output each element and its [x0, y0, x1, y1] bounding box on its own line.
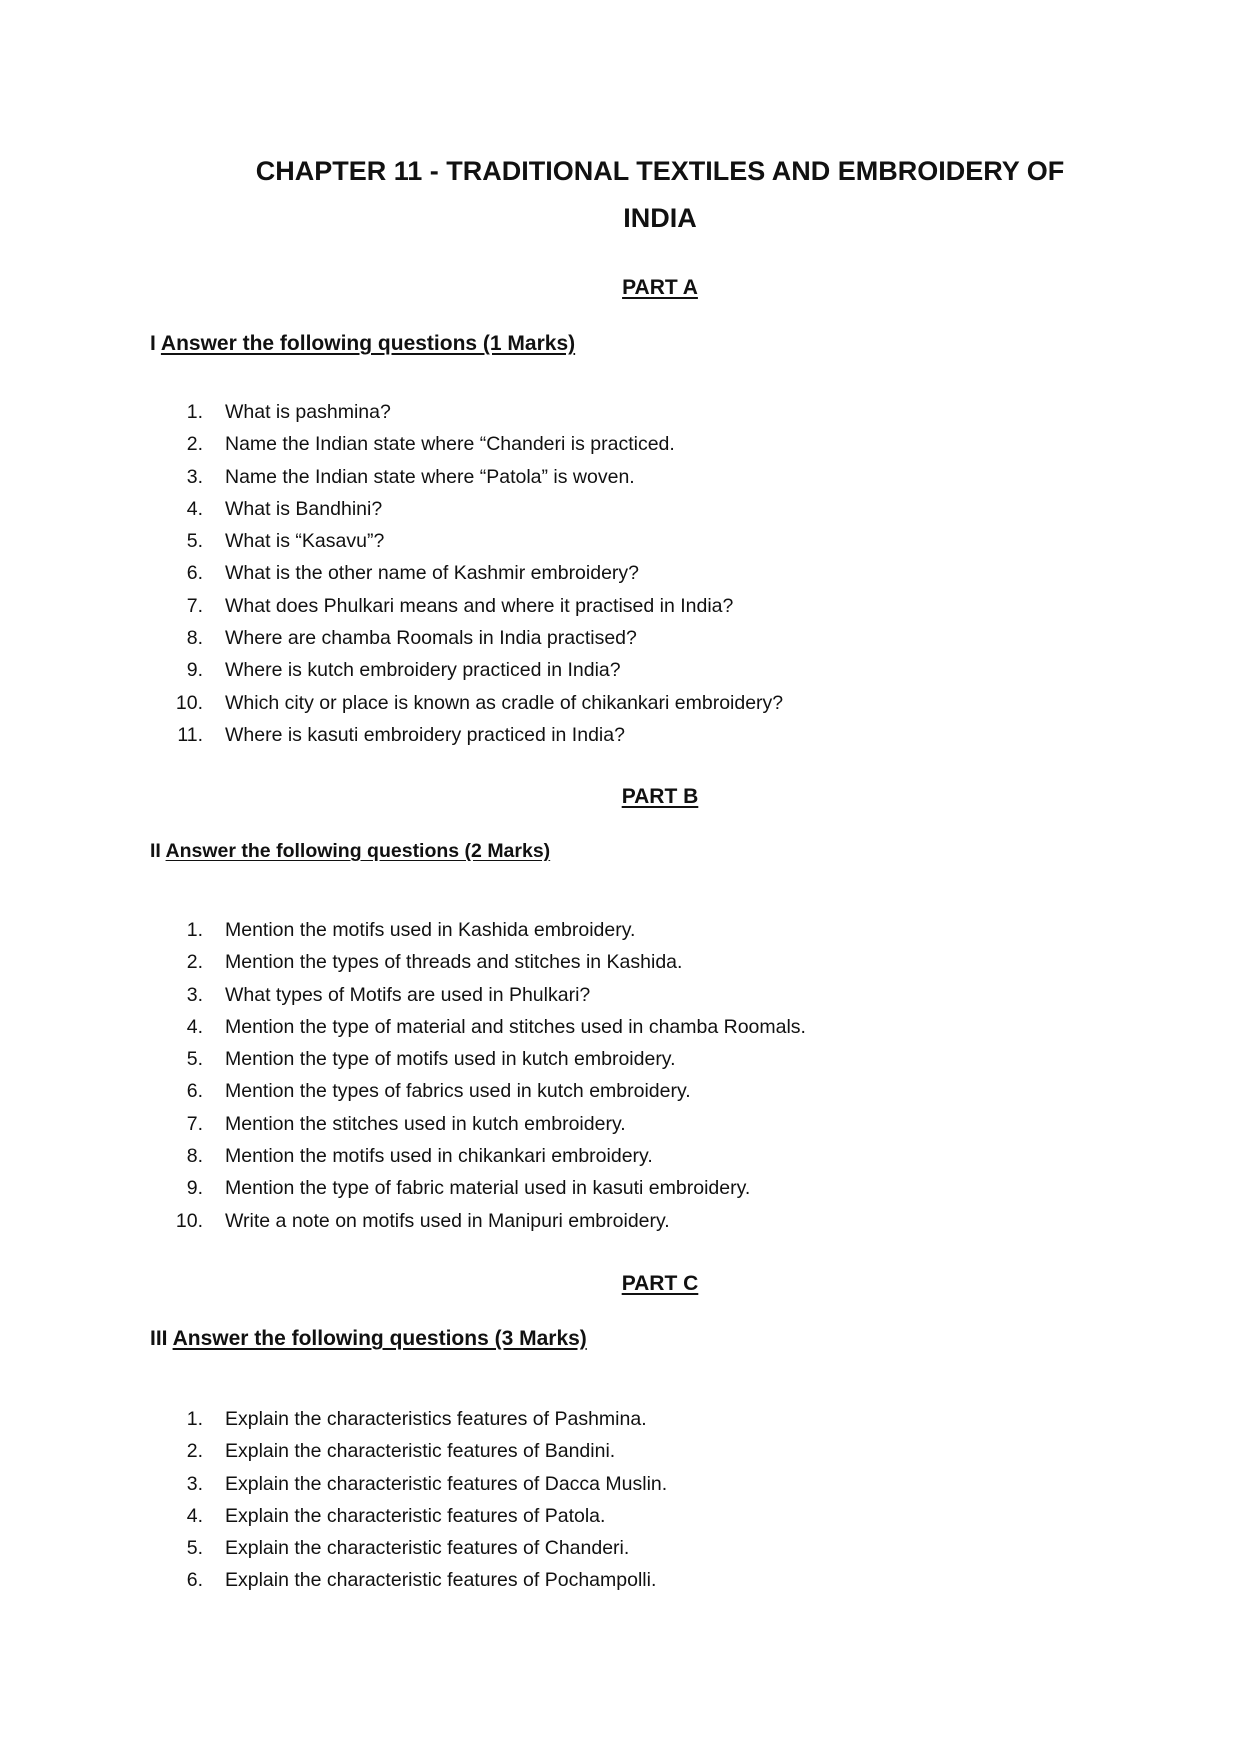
part-a-section-heading [150, 332, 575, 356]
chapter-title-line-1: CHAPTER 11 - TRADITIONAL TEXTILES AND EMBROIDERY OF [255, 156, 1065, 186]
section-roman-numeral: I [150, 332, 156, 355]
question-text: Where is kutch embroidery practiced in India? [225, 659, 621, 682]
section-instruction: Answer the following questions (3 Marks) [172, 1327, 587, 1350]
question-text: Explain the characteristic features of Dacca Muslin. [225, 1472, 668, 1495]
part-b-section-heading [150, 840, 550, 863]
question-text: Write a note on motifs used in Manipuri embroidery. [225, 1209, 670, 1232]
question-text: Mention the motifs used in chikankari embroidery. [225, 1145, 653, 1168]
question-text: Mention the type of motifs used in kutch embroidery. [225, 1048, 676, 1071]
question-text: What is pashmina? [225, 401, 391, 423]
part-a-heading: PART A [622, 276, 698, 299]
section-roman-numeral: III [150, 1327, 168, 1350]
question-text: What does Phulkari means and where it practised in India? [225, 594, 734, 617]
section-instruction: Answer the following questions (1 Marks) [160, 332, 576, 355]
question-text: What is “Kasavu”? [225, 530, 385, 553]
question-text: Name the Indian state where “Chanderi is practiced. [225, 433, 675, 456]
chapter-title [150, 148, 1170, 242]
question-text: Mention the type of fabric material used in kasuti embroidery. [225, 1177, 751, 1200]
question-text: Which city or place is known as cradle of chikankari embroidery? [225, 691, 784, 714]
question-text: What is the other name of Kashmir embroidery? [225, 562, 640, 585]
question-text: Where are chamba Roomals in India practised? [225, 627, 637, 650]
question-text: Name the Indian state where “Patola” is woven. [225, 465, 635, 488]
document-page: CHAPTER 11 - TRADITIONAL TEXTILES AND EMBROIDERY OF INDIA PART A I Answer the following questions (1 Marks) 1. What is pashmina? 2. Name the Indian state where “Chanderi is practiced. 3. Name the Indian state where “Patola” is woven. 4. What is Bandhini? 5. What is “Kasavu”? 6. What is the other name of Kashmir embroidery? 7. What does Phulkari means and where it practised in India? 8. Where are chamba Roomals in India practised? 9. Where is kutch embroidery practiced in India? 10. Which city or place is known as cradle of chikankari embroidery? 11. Where is kasuti embroidery practiced in India? PART B II Answer the following questions (2 Marks) 1. Mention the motifs used in Kashida embroidery. 2. Mention the types of threads and stitches in Kashida. 3. What types of Motifs are used in Phulkari? 4. Mention the type of material and stitches used in chamba Roomals. 5. Mention the type of motifs used in kutch embroidery. 6. Mention the types of fabrics used in kutch embroidery. 7. Mention the stitches used in kutch embroidery. 8. Mention the motifs used in chikankari embroidery. 9. Mention the type of fabric material used in kasuti embroidery. 10. Write a note on motifs used in Manipuri embroidery. PART C III Answer the following questions (3 Marks) 1. Explain the characteristics features of Pashmina. 2. Explain the characteristic features of Bandini. 3. Explain the characteristic features of Dacca Muslin. 4. Explain the characteristic features of Patola. 5. Explain the characteristic features of Chanderi. 6. Explain the characteristic features of Pochampolli. [0, 0, 1241, 1754]
question-text: Mention the type of material and stitches used in chamba Roomals. [225, 1015, 806, 1038]
question-text: Explain the characteristics features of Pashmina. [225, 1408, 647, 1430]
question-text: Mention the types of fabrics used in kutch embroidery. [225, 1080, 691, 1103]
part-c-heading: PART C [621, 1272, 699, 1295]
part-c-section-heading [150, 1327, 587, 1351]
question-text: What types of Motifs are used in Phulkari? [225, 983, 591, 1006]
question-text: Explain the characteristic features of Chanderi. [225, 1537, 630, 1560]
chapter-title-line-2: INDIA [623, 203, 697, 233]
part-b-heading: PART B [621, 785, 699, 808]
question-text: Explain the characteristic features of Pochampolli. [225, 1569, 657, 1592]
question-text: Mention the types of threads and stitches in Kashida. [225, 951, 683, 974]
question-text: Mention the stitches used in kutch embroidery. [225, 1112, 626, 1135]
section-instruction: Answer the following questions (2 Marks) [165, 840, 551, 862]
question-text: Explain the characteristic features of Patola. [225, 1504, 606, 1527]
question-text: What is Bandhini? [225, 497, 383, 520]
question-text: Explain the characteristic features of Bandini. [225, 1440, 616, 1463]
question-text: Mention the motifs used in Kashida embroidery. [225, 919, 636, 941]
section-roman-numeral: II [150, 840, 161, 862]
question-text: Where is kasuti embroidery practiced in India? [225, 723, 625, 746]
